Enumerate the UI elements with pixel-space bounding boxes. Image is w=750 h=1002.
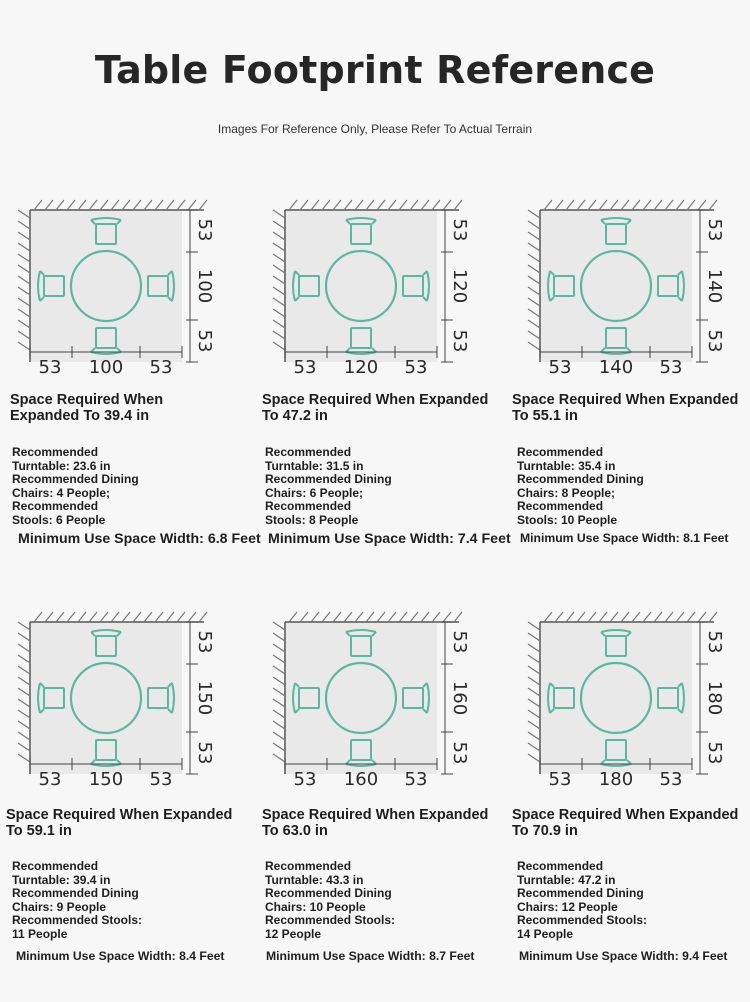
space-required-heading <box>262 392 488 424</box>
dimension-label: 53 <box>149 769 173 790</box>
dimension-label: 53 <box>38 769 62 790</box>
minimum-width-label: Minimum Use Space Width: 6.8 Feet <box>18 531 261 547</box>
dimension-label: 160 <box>449 680 470 716</box>
dimension-label: 140 <box>598 357 634 378</box>
recommendation-line: Recommended <box>265 445 352 459</box>
heading-line: Space Required When Expanded <box>512 807 739 823</box>
heading-line: Space Required When Expanded <box>262 392 489 408</box>
minimum-width-label: Minimum Use Space Width: 8.1 Feet <box>520 531 729 545</box>
minimum-width-label: Minimum Use Space Width: 9.4 Feet <box>519 949 728 963</box>
dimension-label: 53 <box>194 329 215 353</box>
recommendation-text <box>265 446 392 527</box>
footprint-diagram <box>255 180 500 385</box>
dimension-label: 120 <box>343 357 379 378</box>
footprint-diagram <box>255 592 500 797</box>
footprint-card <box>0 180 261 590</box>
dimension-label: 180 <box>704 680 725 716</box>
dimension-label: 53 <box>659 357 683 378</box>
heading-line: Space Required When Expanded <box>512 392 739 408</box>
footprint-diagram <box>0 592 245 797</box>
minimum-width-label: Minimum Use Space Width: 8.4 Feet <box>16 949 225 963</box>
recommendation-line: Recommended <box>12 445 99 459</box>
minimum-width-label: Minimum Use Space Width: 7.4 Feet <box>268 531 511 547</box>
dimension-label: 140 <box>704 268 725 304</box>
recommendation-line: Chairs: 6 People; <box>265 485 364 500</box>
dimension-label: 53 <box>704 218 725 242</box>
recommendation-line: Recommended Stools: <box>12 913 143 927</box>
recommendation-line: Recommended Stools: <box>265 913 396 927</box>
dimension-label: 53 <box>38 357 62 378</box>
page-subtitle: Images For Reference Only, Please Refer To Actual Terrain <box>217 122 533 136</box>
recommendation-text <box>265 860 395 941</box>
recommendation-line: Turntable: 31.5 in <box>265 458 364 473</box>
heading-line: Space Required When Expanded <box>262 807 489 823</box>
recommendation-line: Turntable: 47.2 in <box>517 872 616 887</box>
dimension-label: 53 <box>404 357 428 378</box>
recommendation-line: Recommended <box>265 499 352 513</box>
heading-line: To 47.2 in <box>262 408 328 424</box>
dimension-label: 53 <box>548 769 572 790</box>
page-title: Table Footprint Reference <box>94 48 656 92</box>
dimension-label: 53 <box>449 329 470 353</box>
space-required-heading <box>6 807 232 839</box>
dimension-label: 150 <box>194 680 215 716</box>
recommendation-line: 11 People <box>12 926 68 941</box>
heading-line: To 70.9 in <box>512 823 578 839</box>
footprint-card <box>255 592 505 1002</box>
recommendation-text <box>517 860 647 941</box>
recommendation-line: Recommended <box>517 445 604 459</box>
recommendation-line: Chairs: 12 People <box>517 899 618 914</box>
footprint-card <box>510 180 750 590</box>
recommendation-line: Turntable: 43.3 in <box>265 872 364 887</box>
heading-line: Space Required When Expanded <box>6 807 233 823</box>
recommendation-line: Chairs: 10 People <box>265 899 366 914</box>
footprint-diagram <box>0 180 245 385</box>
recommendation-line: Recommended Dining <box>12 472 139 486</box>
dimension-label: 53 <box>449 741 470 765</box>
dimension-label: 53 <box>194 630 215 654</box>
footprint-diagram <box>510 180 750 385</box>
recommendation-line: Stools: 10 People <box>517 512 618 527</box>
recommendation-line: Recommended Dining <box>265 886 392 900</box>
recommendation-line: Recommended Dining <box>517 886 644 900</box>
recommendation-line: 14 People <box>517 926 574 941</box>
heading-line: Space Required When <box>10 392 164 408</box>
recommendation-line: Stools: 8 People <box>265 512 359 527</box>
recommendation-line: Chairs: 8 People; <box>517 485 616 500</box>
recommendation-line: Recommended <box>12 499 99 513</box>
footprint-card <box>0 592 250 1002</box>
heading-line: Expanded To 39.4 in <box>10 408 150 424</box>
recommendation-text <box>12 446 139 527</box>
recommendation-line: Recommended <box>517 499 604 513</box>
dimension-label: 53 <box>548 357 572 378</box>
dimension-label: 53 <box>449 218 470 242</box>
dimension-label: 53 <box>293 769 317 790</box>
recommendation-line: Recommended Dining <box>265 472 392 486</box>
dimension-label: 53 <box>449 630 470 654</box>
recommendation-line: Turntable: 23.6 in <box>12 458 111 473</box>
recommendation-text <box>517 446 644 527</box>
dimension-label: 160 <box>343 769 379 790</box>
recommendation-line: Recommended <box>517 859 604 873</box>
recommendation-line: 12 People <box>265 926 322 941</box>
dimension-label: 53 <box>293 357 317 378</box>
footprint-card <box>255 180 511 590</box>
recommendation-line: Recommended <box>12 859 99 873</box>
dimension-label: 120 <box>449 268 470 304</box>
space-required-heading <box>262 807 488 839</box>
dimension-label: 53 <box>659 769 683 790</box>
heading-line: To 59.1 in <box>6 823 72 839</box>
recommendation-line: Chairs: 4 People; <box>12 485 111 500</box>
recommendation-line: Turntable: 35.4 in <box>517 458 616 473</box>
footprint-card <box>510 592 750 1002</box>
footprint-diagram <box>510 592 750 797</box>
recommendation-line: Recommended Stools: <box>517 913 648 927</box>
dimension-label: 53 <box>704 630 725 654</box>
minimum-width-label: Minimum Use Space Width: 8.7 Feet <box>266 949 475 963</box>
dimension-label: 180 <box>598 769 634 790</box>
dimension-label: 53 <box>404 769 428 790</box>
dimension-label: 100 <box>88 357 124 378</box>
recommendation-text <box>12 860 142 941</box>
recommendation-line: Stools: 6 People <box>12 512 106 527</box>
dimension-label: 100 <box>194 268 215 304</box>
recommendation-line: Recommended Dining <box>12 886 139 900</box>
dimension-label: 53 <box>704 329 725 353</box>
recommendation-line: Chairs: 9 People <box>12 899 107 914</box>
dimension-label: 53 <box>149 357 173 378</box>
recommendation-line: Recommended Dining <box>517 472 644 486</box>
space-required-heading <box>512 392 738 424</box>
heading-line: To 55.1 in <box>512 408 578 424</box>
dimension-label: 53 <box>194 741 215 765</box>
dimension-label: 53 <box>704 741 725 765</box>
dimension-label: 150 <box>88 769 124 790</box>
recommendation-line: Turntable: 39.4 in <box>12 872 111 887</box>
space-required-heading <box>10 392 163 424</box>
recommendation-line: Recommended <box>265 859 352 873</box>
space-required-heading <box>512 807 738 839</box>
dimension-label: 53 <box>194 218 215 242</box>
heading-line: To 63.0 in <box>262 823 328 839</box>
